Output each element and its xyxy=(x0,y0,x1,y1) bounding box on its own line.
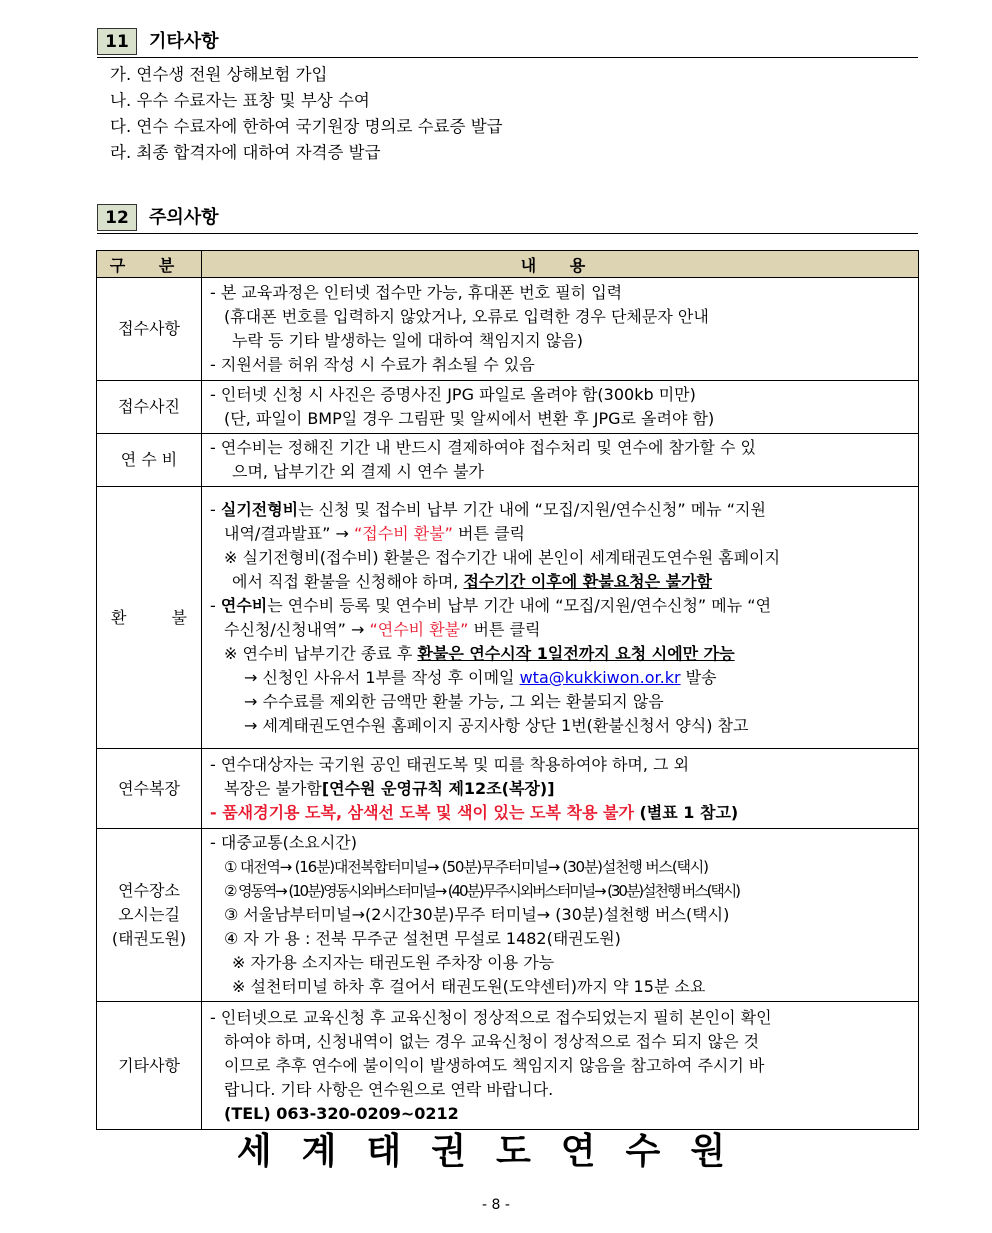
content-line: (단, 파일이 BMP일 경우 그림판 및 알씨에서 변환 후 JPG로 올려야 함) xyxy=(224,409,715,428)
table-row xyxy=(97,829,919,1002)
content-line: 누락 등 기타 발생하는 일에 대하여 책임지지 않음) xyxy=(232,331,583,350)
content-line: ※ 연수비 납부기간 종료 후 환불은 연수시작 1일전까지 요청 시에만 가능 xyxy=(224,643,735,663)
notes-table xyxy=(96,250,919,1130)
table-row xyxy=(97,487,919,749)
row-content xyxy=(202,487,919,749)
organization-name: 세계태권도연수원 xyxy=(236,1131,756,1172)
content-line: ※ 설천터미널 하차 후 걸어서 태권도원(도약센터)까지 약 15분 소요 xyxy=(232,977,706,996)
row-content xyxy=(202,829,919,1002)
list-item: 가. 연수생 전원 상해보험 가입 xyxy=(110,65,328,84)
category-line: (태권도원) xyxy=(111,929,187,948)
content-line: ② 영동역→ (10분)영동시외버스터미널→ (40분)무주시외버스터미널→ (30분)설천행 버스(택시) xyxy=(224,882,739,900)
email-link[interactable]: wta@kukkiwon.or.kr xyxy=(519,667,681,687)
row-content xyxy=(202,749,919,829)
content-line: - 실기전형비는 신청 및 접수비 납부 기간 내에 “모집/지원/연수신청” 메뉴 “지원 xyxy=(210,499,766,519)
table-row xyxy=(97,381,919,434)
content-line: (휴대폰 번호를 입력하지 않았거나, 오류로 입력한 경우 단체문자 안내 xyxy=(224,307,709,326)
content-line: ③ 서울남부터미널→(2시간30분)무주 터미널→ (30분)설천행 버스(택시) xyxy=(224,905,730,924)
section-11-header xyxy=(97,27,918,58)
content-line: - 지원서를 허위 작성 시 수료가 취소될 수 있음 xyxy=(210,355,535,374)
row-content xyxy=(202,381,919,434)
content-line: → 세계태권도연수원 홈페이지 공지사항 상단 1번(환불신청서 양식) 참고 xyxy=(244,715,749,735)
content-line: - 연수비는 연수비 등록 및 연수비 납부 기간 내에 “모집/지원/연수신청” 메뉴 “연 xyxy=(210,595,772,615)
content-line: - 인터넷으로 교육신청 후 교육신청이 정상적으로 접수되었는지 필히 본인이 확인 xyxy=(210,1007,772,1027)
content-line: 에서 직접 환불을 신청해야 하며, 접수기간 이후에 환불요청은 불가함 xyxy=(232,571,713,591)
content-line: - 인터넷 신청 시 사진은 증명사진 JPG 파일로 올려야 함(300kb 미만) xyxy=(210,385,696,404)
row-category: 환 불 xyxy=(97,487,202,749)
content-line: - 대중교통(소요시간) xyxy=(210,833,357,852)
content-line: ① 대전역→ (16분)대전복합터미널→ (50분)무주터미널→ (30분)설천행 버스(택시) xyxy=(224,858,708,876)
content-line: - 본 교육과정은 인터넷 접수만 가능, 휴대폰 번호 필히 입력 xyxy=(210,283,623,302)
section-number: 12 xyxy=(97,204,137,231)
table-row xyxy=(97,1002,919,1130)
content-line: - 연수대상자는 국기원 공인 태권도복 및 띠를 착용하여야 하며, 그 외 xyxy=(210,754,690,774)
row-category: 연 수 비 xyxy=(97,434,202,487)
content-line: ※ 실기전형비(접수비) 환불은 접수기간 내에 본인이 세계태권도연수원 홈페이지 xyxy=(224,547,781,567)
section-title: 기타사항 xyxy=(149,31,219,52)
list-item: 나. 우수 수료자는 표창 및 부상 수여 xyxy=(110,91,370,110)
section-11-list xyxy=(110,62,503,166)
list-item: 다. 연수 수료자에 한하여 국기원장 명의로 수료증 발급 xyxy=(110,117,503,136)
row-category: 접수사진 xyxy=(97,381,202,434)
category-line: 연수장소 xyxy=(118,881,180,900)
row-content xyxy=(202,434,919,487)
content-line: 복장은 불가함[연수원 운영규칙 제12조(복장)] xyxy=(224,778,555,798)
row-content xyxy=(202,1002,919,1130)
header-category: 구 분 xyxy=(97,251,202,278)
category-line: 오시는길 xyxy=(118,905,180,924)
row-category: 기타사항 xyxy=(97,1002,202,1130)
table-row xyxy=(97,434,919,487)
content-line: 하여야 하며, 신청내역이 없는 경우 교육신청이 정상적으로 접수 되지 않은 것 xyxy=(224,1031,760,1051)
list-item: 라. 최종 합격자에 대하여 자격증 발급 xyxy=(110,143,381,162)
row-category xyxy=(97,829,202,1002)
section-number: 11 xyxy=(97,28,137,55)
row-category: 연수복장 xyxy=(97,749,202,829)
page-number: - 8 - xyxy=(482,1197,510,1213)
row-content xyxy=(202,278,919,381)
table-row xyxy=(97,749,919,829)
table-header-row xyxy=(97,251,919,278)
content-line: → 신청인 사유서 1부를 작성 후 이메일 wta@kukkiwon.or.kr 발송 xyxy=(244,667,717,687)
section-12-header xyxy=(97,203,918,234)
content-line: 수신청/신청내역” → “연수비 환불” 버튼 클릭 xyxy=(224,619,541,639)
content-line: - 품새경기용 도복, 삼색선 도복 및 색이 있는 도복 착용 불가 (별표 1 참고) xyxy=(210,802,739,822)
content-line: 으며, 납부기간 외 결제 시 연수 불가 xyxy=(232,462,484,481)
content-line: ④ 자 가 용 : 전북 무주군 설천면 무설로 1482(태권도원) xyxy=(224,929,621,948)
content-line: → 수수료를 제외한 금액만 환불 가능, 그 외는 환불되지 않음 xyxy=(244,691,664,711)
content-line: - 연수비는 정해진 기간 내 반드시 결제하여야 접수처리 및 연수에 참가할 수 있 xyxy=(210,438,756,457)
content-line: 랍니다. 기타 사항은 연수원으로 연락 바랍니다. xyxy=(224,1079,554,1099)
content-line: 내역/결과발표” → “접수비 환불” 버튼 클릭 xyxy=(224,523,525,543)
contact-phone: (TEL) 063-320-0209~0212 xyxy=(224,1103,459,1123)
content-line: 이므로 추후 연수에 불이익이 발생하여도 책임지지 않음을 참고하여 주시기 바 xyxy=(224,1055,765,1075)
section-title: 주의사항 xyxy=(149,207,219,228)
row-category: 접수사항 xyxy=(97,278,202,381)
content-line: ※ 자가용 소지자는 태권도원 주차장 이용 가능 xyxy=(232,953,555,972)
header-content: 내 용 xyxy=(202,251,919,278)
table-row xyxy=(97,278,919,381)
